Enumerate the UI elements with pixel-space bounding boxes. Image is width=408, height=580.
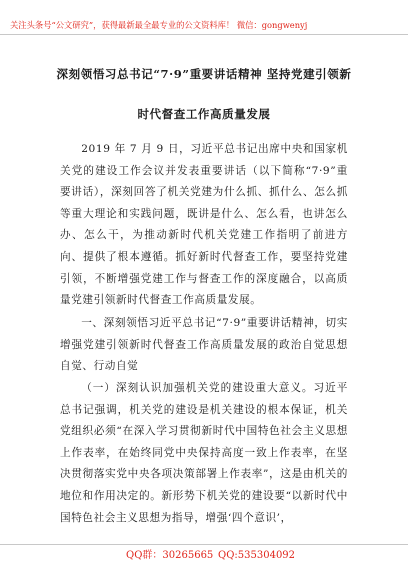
body-paragraph-3: （一）深刻认识加强机关党的建设重大意义。习近平总书记强调，机关党的建设是机关建设的根本保证，机关党组织必须“在深入学习贯彻新时代中国特色社会主义思想上作表率，在始终同党中央保持高度一致上作表率，在坚决贯彻落实党中央各项决策部署上作表率”，这是由机关的地位和作用决定的。新形势下机关党的建设要“以新时代中国特色社会主义思想为指导，增强‘四个意识’， [60, 382, 348, 524]
footer-banner [0, 544, 408, 563]
document-title-line-1: 深刻领悟习总书记“7·9”重要讲话精神 坚持党建引领新 [56, 67, 352, 81]
body-paragraph-1: 2019 年 7 月 9 日，习近平总书记出席中央和国家机关党的建设工作会议并发表重要讲话（以下简称“7·9”重要讲话），深刻回答了机关党建为什么抓、抓什么、怎么抓等重大理论和实践问题，既讲是什么、怎么看，也讲怎么办、怎么干，为推动新时代机关党建工作指明了前进方向、提供了根本遵循。抓好新时代督查工作，要坚持党建引领，不断增强党建工作与督查工作的深度融合，以高质量党建引领新时代督查工作高质量发展。 [60, 143, 348, 307]
body-paragraph-2: 一、深刻领悟习近平总书记“7·9”重要讲话精神，切实增强党建引领新时代督查工作高质量发展的政治自觉思想自觉、行动自觉 [60, 317, 348, 373]
footer-qq-group: QQ群：30265665 [126, 550, 214, 561]
banner-text: 关注头条号“公文研究”，获得最新最全最专业的公文资料库！ 微信：gongwenyj [10, 20, 308, 30]
footer-qq-contact: QQ:535304092 [218, 550, 296, 561]
document-title-line-2: 时代督查工作高质量发展 [137, 107, 271, 121]
top-banner [0, 18, 408, 35]
